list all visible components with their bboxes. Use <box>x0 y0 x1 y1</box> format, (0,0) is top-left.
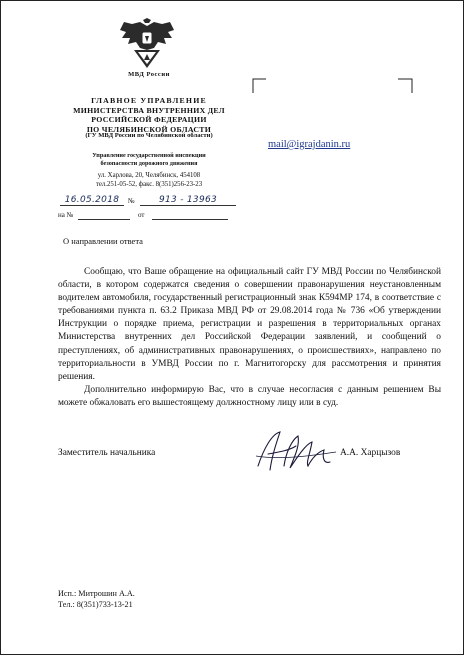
org-abbreviation: (ГУ МВД России по Челябинской области) <box>85 132 213 139</box>
org-short-name: МВД России <box>128 71 170 78</box>
recipient-email-link[interactable]: mail@igrajdanin.ru <box>268 139 351 150</box>
org-line: РОССИЙСКОЙ ФЕДЕРАЦИИ <box>91 115 207 124</box>
department-name <box>52 152 246 168</box>
org-full-name <box>60 96 238 134</box>
reference-prefix: на № <box>58 211 74 219</box>
department-line: Управление государственной инспекции <box>92 152 206 159</box>
handwritten-signature <box>250 426 340 476</box>
contact-line: тел.251-05-52, факс. 8(351)256-23-23 <box>95 181 203 188</box>
address-block <box>52 171 246 189</box>
reference-from: от <box>138 211 145 219</box>
reference-line <box>58 211 238 223</box>
body-paragraph-2: Дополнительно информирую Вас, что в случае несогласия с данным решением Вы можете обжаловать его вышестоящему должностному лицу или в суд. <box>58 384 441 408</box>
reference-number-blank <box>78 219 130 220</box>
subject-line: О направлении ответа <box>63 236 143 246</box>
mvd-emblem-icon <box>118 18 176 70</box>
reference-date-blank <box>152 219 228 220</box>
executor-name: Исп.: Митрошин А.А. <box>58 589 135 598</box>
signatory-position: Заместитель начальника <box>58 448 156 458</box>
address-bracket-top <box>252 78 414 94</box>
address-line: ул. Харлова, 20, Челябинск, 454108 <box>97 172 201 179</box>
org-line: МИНИСТЕРСТВА ВНУТРЕННИХ ДЕЛ <box>73 105 225 115</box>
executor-phone: Тел.: 8(351)733-13-21 <box>58 600 133 609</box>
letter-body <box>58 266 441 410</box>
registration-number: 913 - 13963 <box>140 195 236 206</box>
registration-date: 16.05.2018 <box>60 195 124 206</box>
number-sign: № <box>128 197 135 205</box>
registration-line <box>60 195 240 209</box>
signatory-name: А.А. Харцызов <box>340 448 401 458</box>
department-line: безопасности дорожного движения <box>100 160 198 167</box>
org-line: ПО ЧЕЛЯБИНСКОЙ ОБЛАСТИ <box>86 124 212 134</box>
body-paragraph-1: Сообщаю, что Ваше обращение на официальный сайт ГУ МВД России по Челябинской области, в котором содержатся сведения о совершении правонарушения неустановленным водителем автомобиля, государственный регистрационный знак К594МР 174, в соответствие с требованиями пункта п. 63.2 Приказа МВД РФ от 29.08.2014 года № 736 «Об утверждении Инструкции о порядке приема, регистрации и разрешения в территориальных органах Министерства внутренних дел Российской Федерации заявлений, и сообщений о преступлениях, об административных правонарушениях, о происшествиях», направлено по территориальности в УМВД России по г. Магнитогорску для рассмотрения и принятия решения. <box>58 267 441 382</box>
org-line: ГЛАВНОЕ УПРАВЛЕНИЕ <box>91 96 207 105</box>
